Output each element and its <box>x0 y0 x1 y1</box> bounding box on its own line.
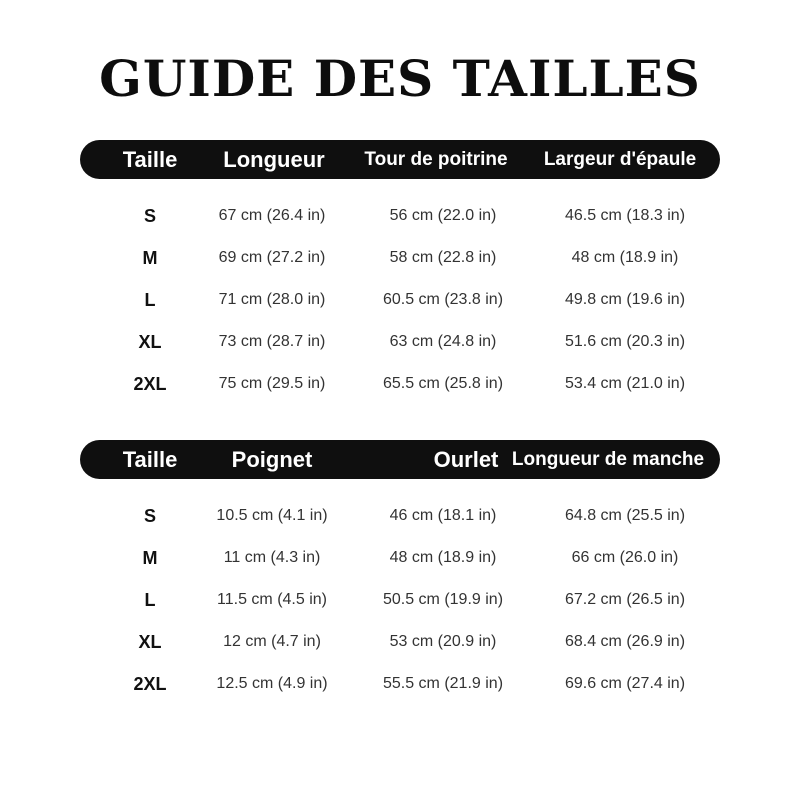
header-sleeve-length: Longueur de manche <box>511 449 705 470</box>
hem-value: 48 cm (18.9 in) <box>389 549 497 566</box>
shoulder-value: 53.4 cm (21.0 in) <box>564 375 686 392</box>
header-length: Longueur <box>223 147 325 172</box>
header-size: Taille <box>122 147 178 172</box>
sleeve-value: 68.4 cm (26.9 in) <box>564 633 686 650</box>
table-row <box>80 279 720 321</box>
cuff-value: 12 cm (4.7 in) <box>223 633 321 650</box>
table-header <box>80 440 720 479</box>
table-row <box>80 363 720 405</box>
header-cuff: Poignet <box>231 447 313 472</box>
table-row <box>80 663 720 705</box>
table-row <box>80 579 720 621</box>
shoulder-value: 51.6 cm (20.3 in) <box>564 333 686 350</box>
shoulder-value: 49.8 cm (19.6 in) <box>564 291 686 308</box>
length-value: 73 cm (28.7 in) <box>218 333 326 350</box>
table-row <box>80 495 720 537</box>
header-chest: Tour de poitrine <box>364 149 508 170</box>
cuff-value: 10.5 cm (4.1 in) <box>216 507 328 524</box>
page-title: GUIDE DES TAILLES <box>99 49 701 108</box>
cuff-value: 12.5 cm (4.9 in) <box>216 675 328 692</box>
header-shoulder-width: Largeur d'épaule <box>543 149 697 170</box>
table-row <box>80 237 720 279</box>
shoulder-value: 48 cm (18.9 in) <box>571 249 679 266</box>
size-label: M <box>142 548 158 568</box>
size-label: XL <box>138 332 162 352</box>
sleeve-value: 64.8 cm (25.5 in) <box>564 507 686 524</box>
hem-value: 46 cm (18.1 in) <box>389 507 497 524</box>
sleeve-value: 67.2 cm (26.5 in) <box>564 591 686 608</box>
size-label: S <box>143 206 156 226</box>
table-row <box>80 621 720 663</box>
table-row <box>80 195 720 237</box>
table-row <box>80 321 720 363</box>
table-rows <box>80 195 720 405</box>
chest-value: 56 cm (22.0 in) <box>389 207 497 224</box>
length-value: 75 cm (29.5 in) <box>218 375 326 392</box>
shoulder-value: 46.5 cm (18.3 in) <box>564 207 686 224</box>
size-label: L <box>144 290 156 310</box>
size-label: 2XL <box>133 674 167 694</box>
hem-value: 55.5 cm (21.9 in) <box>382 675 504 692</box>
length-value: 69 cm (27.2 in) <box>218 249 326 266</box>
header-hem: Ourlet <box>433 447 499 472</box>
chest-value: 65.5 cm (25.8 in) <box>382 375 504 392</box>
length-value: 71 cm (28.0 in) <box>218 291 326 308</box>
chest-value: 60.5 cm (23.8 in) <box>382 291 504 308</box>
table-header <box>80 140 720 179</box>
size-table-sleeve-measurements <box>80 440 720 694</box>
sleeve-value: 66 cm (26.0 in) <box>571 549 679 566</box>
hem-value: 53 cm (20.9 in) <box>389 633 497 650</box>
hem-value: 50.5 cm (19.9 in) <box>382 591 504 608</box>
size-table-body-measurements <box>80 140 720 394</box>
sleeve-value: 69.6 cm (27.4 in) <box>564 675 686 692</box>
header-size: Taille <box>122 447 178 472</box>
chest-value: 58 cm (22.8 in) <box>389 249 497 266</box>
chest-value: 63 cm (24.8 in) <box>389 333 497 350</box>
size-label: XL <box>138 632 162 652</box>
table-row <box>80 537 720 579</box>
size-label: 2XL <box>133 374 167 394</box>
size-label: L <box>144 590 156 610</box>
length-value: 67 cm (26.4 in) <box>218 207 326 224</box>
size-label: S <box>143 506 156 526</box>
table-rows <box>80 495 720 705</box>
size-label: M <box>142 248 158 268</box>
cuff-value: 11.5 cm (4.5 in) <box>217 591 327 608</box>
cuff-value: 11 cm (4.3 in) <box>223 549 321 566</box>
